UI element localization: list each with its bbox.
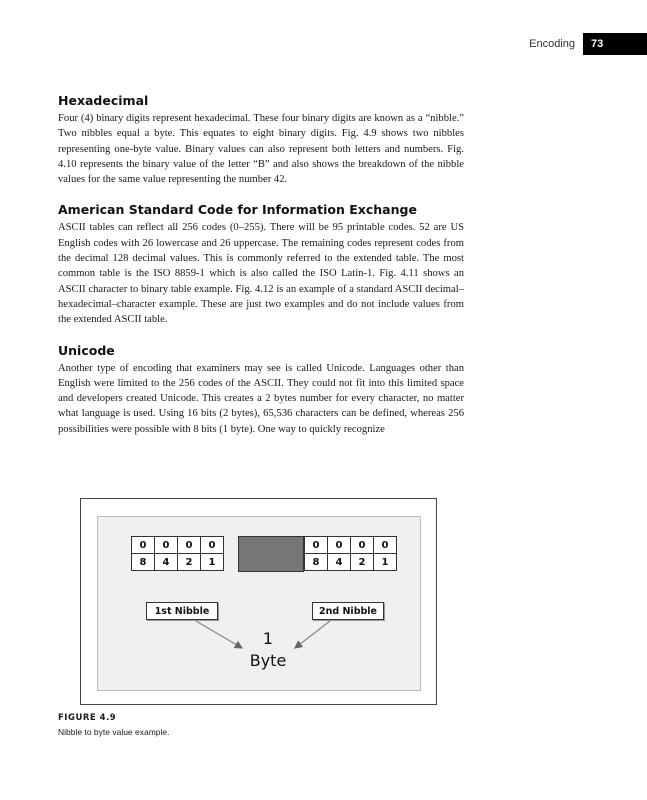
arrow-left [196, 621, 242, 648]
section-heading: American Standard Code for Information Exchange [58, 202, 417, 218]
figure-caption: Nibble to byte value example. [58, 727, 170, 737]
bit-cell: 0 [178, 537, 201, 554]
section-paragraph: Four (4) binary digits represent hexadecimal. These four binary digits are known as a “nibble.” Two nibbles equal a byte. This equates to eight binary digits. Fig. 4.9 shows two nibbles representing one-byte value. Binary values can also represent both letters and numbers. Fig. 4.10 represents the binary value of the letter “B” and also shows the breakdown of the nibble values for the same value representing the number 42. [58, 113, 464, 186]
section-paragraph: ASCII tables can reflect all 256 codes (0–255). There will be 95 printable codes. 52 are US English codes with 26 lowercase and 26 uppercase. The remaining codes represent codes from the decimal 128 decimal values. This is commonly referred to the extended table. The most common table is the ISO 8859-1 which is also called the ISO Latin-1. Fig. 4.11 shows an ASCII character to binary table example. Fig. 4.12 is an example of a standard ASCII decimal–hexadecimal–character example. These are just two examples and do not include values from the extended ASCII table. [58, 222, 464, 326]
arrow-right [295, 621, 330, 648]
bit-cell: 0 [132, 537, 155, 554]
section-heading: Hexadecimal [58, 93, 149, 108]
bit-cell: 0 [305, 537, 328, 554]
weight-cell: 8 [132, 554, 155, 571]
weight-cell: 4 [328, 554, 351, 571]
bit-cell: 0 [201, 537, 224, 554]
section-heading: Unicode [58, 342, 115, 358]
page-number: 73 [583, 33, 647, 55]
bit-cell: 0 [328, 537, 351, 554]
weight-cell: 2 [351, 554, 374, 571]
bit-cell: 0 [351, 537, 374, 554]
weight-cell: 1 [201, 554, 224, 571]
chapter-title: Encoding [529, 38, 575, 50]
weight-cell: 2 [178, 554, 201, 571]
body-content [58, 93, 464, 452]
page-header [529, 33, 647, 55]
first-nibble-label: 1st Nibble [146, 602, 218, 620]
weight-cell: 8 [305, 554, 328, 571]
section-hexadecimal [58, 93, 464, 187]
byte-word: Byte [249, 651, 287, 670]
weight-cell: 4 [155, 554, 178, 571]
bit-cell: 0 [374, 537, 397, 554]
second-nibble-label: 2nd Nibble [312, 602, 384, 620]
figure-label: FIGURE 4.9 [58, 713, 117, 723]
bit-cell: 0 [155, 537, 178, 554]
figure-frame [80, 498, 437, 705]
section-unicode [58, 343, 464, 437]
nibble-diagram [97, 516, 421, 691]
byte-number: 1 [262, 629, 274, 648]
weight-cell: 1 [374, 554, 397, 571]
section-ascii [58, 202, 464, 327]
section-paragraph: Another type of encoding that examiners may see is called Unicode. Languages other than English were limited to the 256 codes of the ASCII. They could not fit into this limited space and developers created Unicode. This creates a 2 bytes number for every character, no matter what language is used. Using 16 bits (2 bytes), 65,536 characters can be defined, whereas 256 possibilities were possible with 8 bits (1 byte). One way to quickly recognize [58, 362, 464, 435]
